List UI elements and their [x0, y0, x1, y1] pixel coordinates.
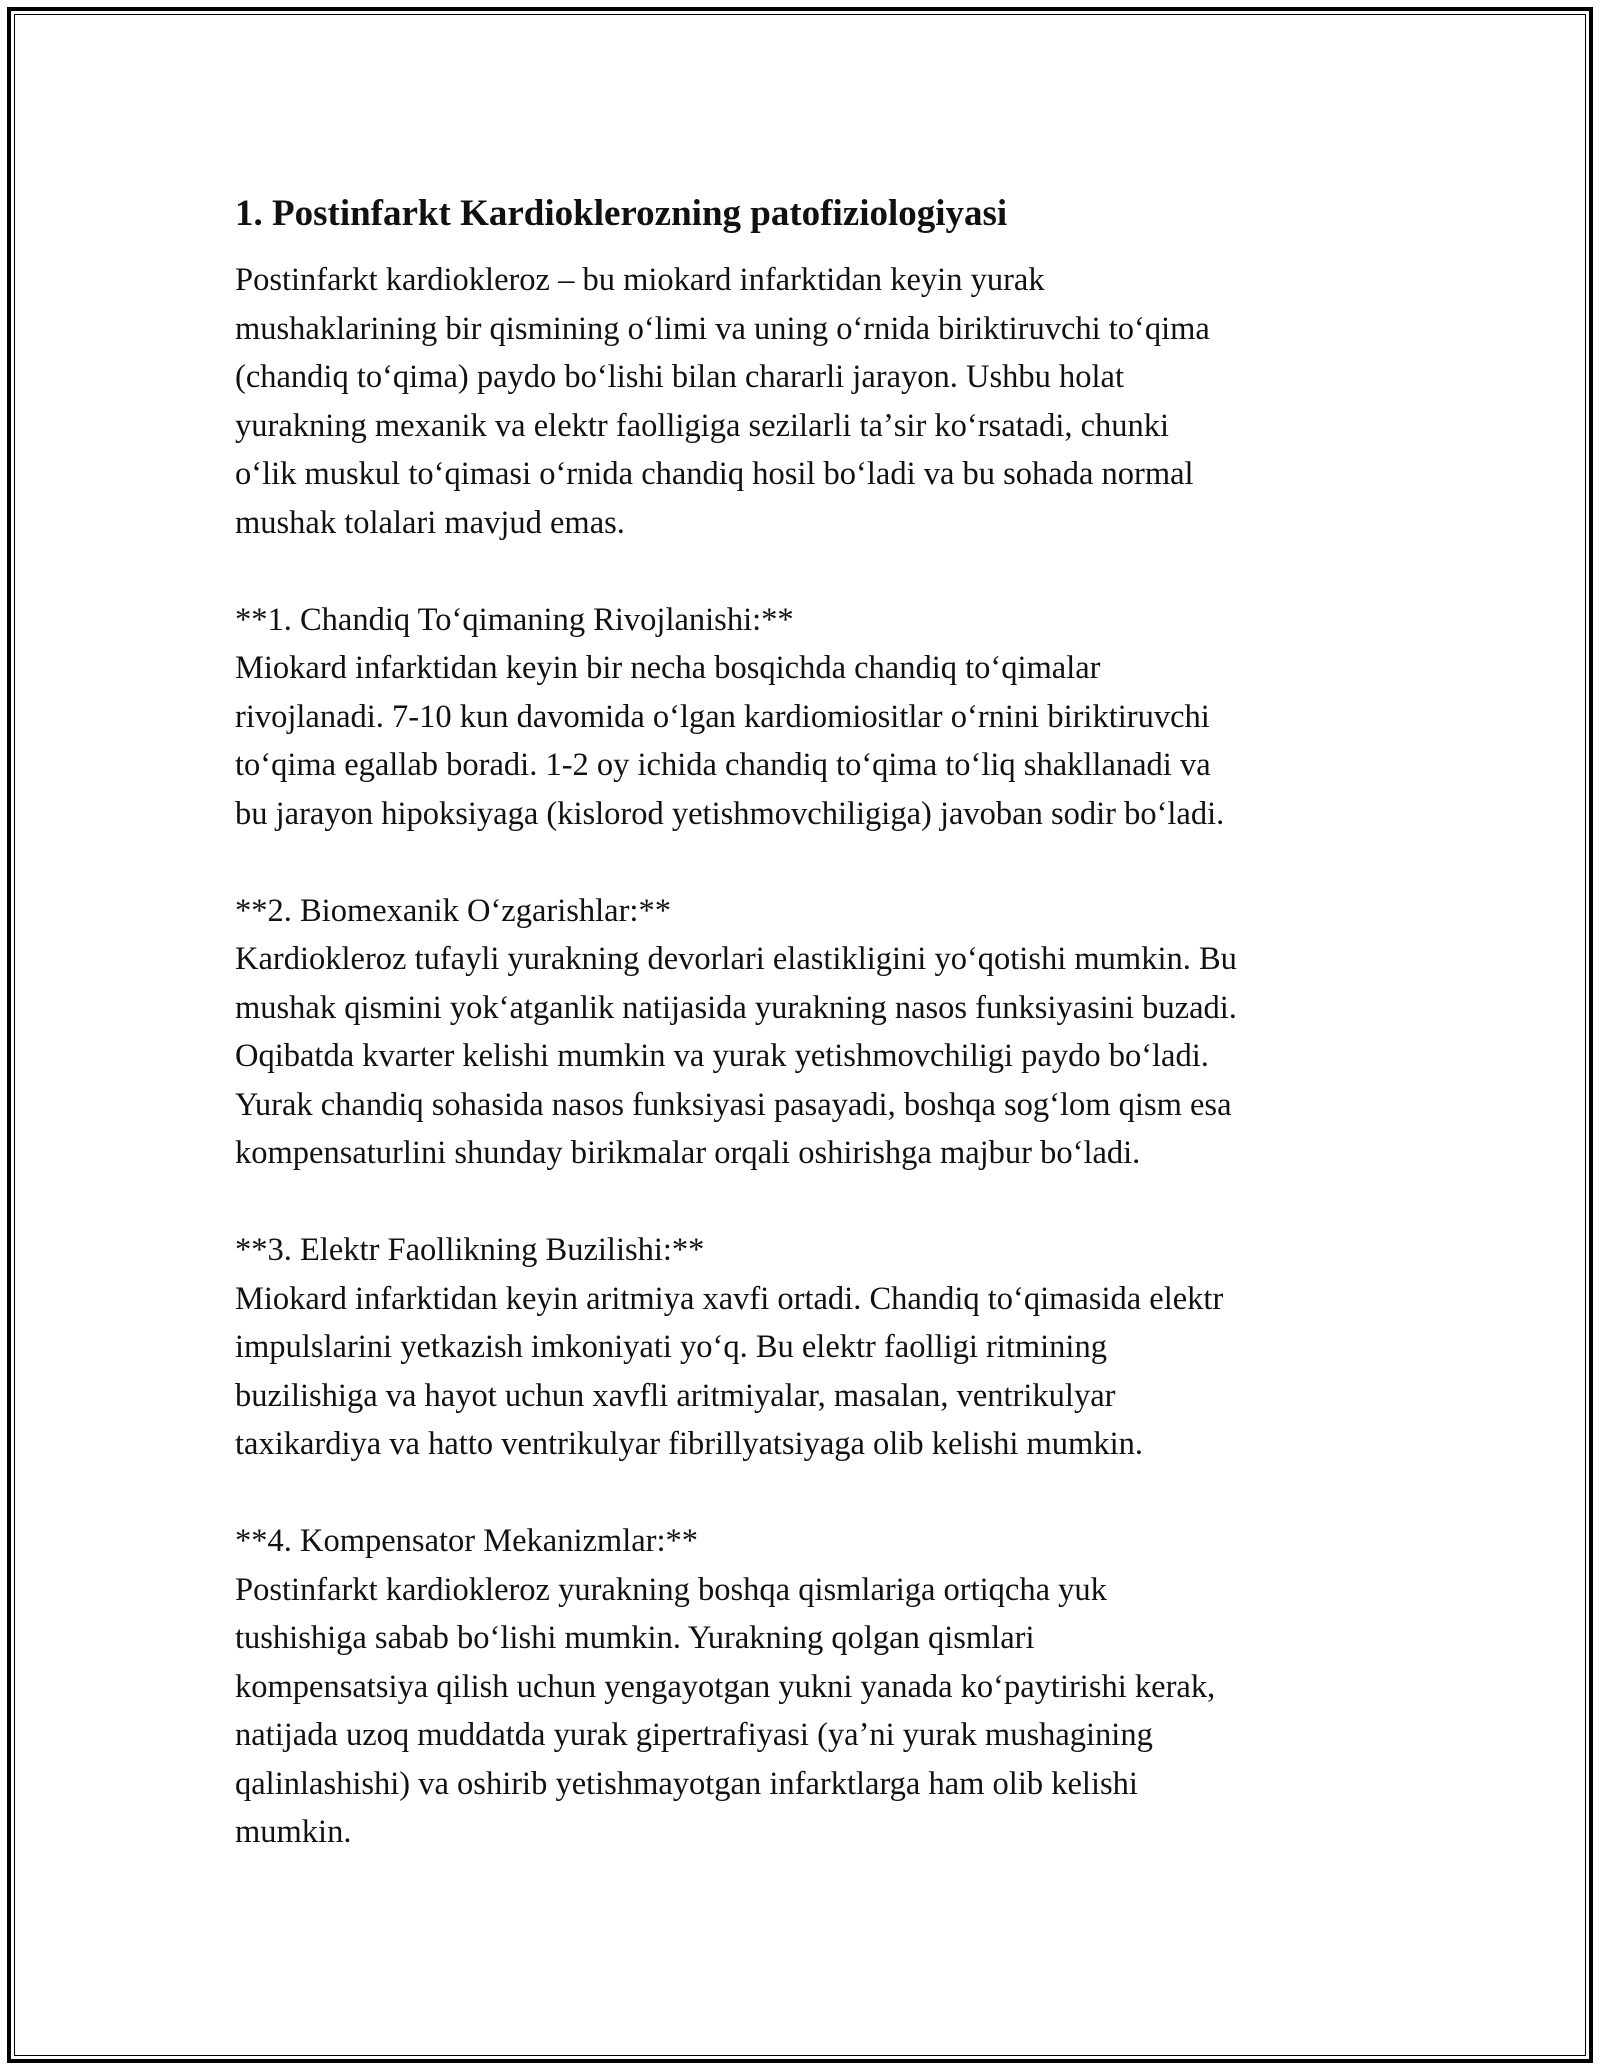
document-body [235, 185, 1375, 1857]
section-line: kompensaturlini shunday birikmalar orqali oshirishga majbur boʻladi. [235, 1135, 1141, 1171]
section-line: Miokard infarktidan keyin aritmiya xavfi ortadi. Chandiq toʻqimasida elektr [235, 1280, 1224, 1317]
section-line: natijada uzoq muddatda yurak gipertrafiyasi (yaʼni yurak mushagining [235, 1717, 1153, 1753]
section-line: Miokard infarktidan keyin bir necha bosqichda chandiq toʻqimalar [235, 650, 1101, 686]
section-heading: **4. Kompensator Mekanizmlar:** [235, 1523, 699, 1559]
section-line: impulslarini yetkazish imkoniyati yoʻq. Bu elektr faolligi ritmining [235, 1329, 1107, 1365]
section-heading: **1. Chandiq Toʻqimaning Rivojlanishi:** [235, 601, 794, 638]
section-line: toʻqima egallab boradi. 1-2 oy ichida chandiq toʻqima toʻliq shakllanadi va [235, 747, 1211, 783]
section-line: Yurak chandiq sohasida nasos funksiyasi pasayadi, boshqa sogʻlom qism esa [235, 1086, 1232, 1123]
intro-line: yurakning mexanik va elektr faolligiga sezilarli taʼsir koʻrsatadi, chunki [235, 407, 1170, 444]
section-line: mumkin. [235, 1814, 352, 1850]
document-title: 1. Postinfarkt Kardioklerozning patofiziologiyasi [235, 193, 1008, 234]
intro-line: oʻlik muskul toʻqimasi oʻrnida chandiq hosil boʻladi va bu sohada normal [235, 456, 1194, 492]
section-line: Postinfarkt kardiokleroz yurakning boshqa qismlariga ortiqcha yuk [235, 1571, 1107, 1608]
section-electrical [235, 1226, 1375, 1469]
intro-line: mushak tolalari mavjud emas. [235, 504, 625, 541]
section-line: Oqibatda kvarter kelishi mumkin va yurak yetishmovchiligi paydo boʻladi. [235, 1038, 1209, 1074]
section-line: kompensatsiya qilish uchun yengayotgan yukni yanada koʻpaytirishi kerak, [235, 1668, 1216, 1705]
intro-line: (chandiq toʻqima) paydo boʻlishi bilan chararli jarayon. Ushbu holat [235, 359, 1124, 395]
section-compensatory [235, 1517, 1375, 1857]
section-heading: **2. Biomexanik Oʻzgarishlar:** [235, 892, 671, 929]
section-line: tushishiga sabab boʻlishi mumkin. Yurakning qolgan qismlari [235, 1620, 1035, 1656]
section-line: bu jarayon hipoksiyaga (kislorod yetishmovchiligiga) javoban sodir boʻladi. [235, 795, 1225, 832]
section-line: mushak qismini yokʻatganlik natijasida yurakning nasos funksiyasini buzadi. [235, 989, 1237, 1026]
section-line: Kardiokleroz tufayli yurakning devorlari elastikligini yoʻqotishi mumkin. Bu [235, 941, 1237, 977]
intro-paragraph [235, 256, 1375, 547]
section-heading: **3. Elektr Faollikning Buzilishi:** [235, 1232, 705, 1268]
section-scar-tissue [235, 596, 1375, 839]
section-line: qalinlashishi) va oshirib yetishmayotgan infarktlarga ham olib kelishi [235, 1765, 1138, 1802]
section-line: buzilishiga va hayot uchun xavfli aritmiyalar, masalan, ventrikulyar [235, 1377, 1116, 1414]
intro-line: Postinfarkt kardiokleroz – bu miokard infarktidan keyin yurak [235, 262, 1045, 298]
section-biomechanical [235, 887, 1375, 1178]
intro-line: mushaklarining bir qismining oʻlimi va uning oʻrnida biriktiruvchi toʻqima [235, 310, 1210, 347]
section-line: taxikardiya va hatto ventrikulyar fibrillyatsiyaga olib kelishi mumkin. [235, 1426, 1143, 1462]
section-line: rivojlanadi. 7-10 kun davomida oʻlgan kardiomiositlar oʻrnini biriktiruvchi [235, 698, 1210, 735]
